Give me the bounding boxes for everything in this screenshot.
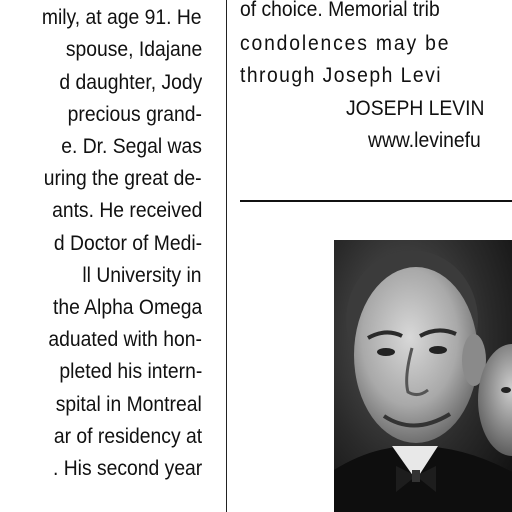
text-line: . His second year [52, 457, 202, 480]
text-line: condolences may be [240, 32, 451, 55]
text-line: pleted his intern- [59, 360, 202, 383]
text-line: aduated with hon- [48, 328, 202, 351]
text-line: d Doctor of Medi- [53, 232, 202, 255]
text-line: spouse, Idajane [65, 38, 202, 61]
funeral-home-name: JOSEPH LEVIN [346, 97, 485, 120]
text-line: mily, at age 91. He [42, 6, 202, 29]
text-line: through Joseph Levi [240, 64, 442, 87]
section-divider [240, 200, 512, 202]
text-line: ll University in [82, 264, 202, 287]
text-line: ar of residency at [53, 425, 202, 448]
text-line: the Alpha Omega [52, 296, 202, 319]
obituary-text-left-column [0, 0, 202, 512]
text-line: spital in Montreal [55, 393, 202, 416]
column-divider [226, 0, 227, 512]
text-line: uring the great de- [44, 167, 202, 190]
text-line: precious grand- [67, 103, 202, 126]
funeral-home-website: www.levinefu [368, 129, 481, 152]
text-line: of choice. Memorial trib [240, 0, 440, 21]
text-line: ants. He received [51, 199, 202, 222]
obituary-portrait-photo [334, 240, 512, 512]
text-line: e. Dr. Segal was [61, 135, 202, 158]
text-line: d daughter, Jody [59, 71, 202, 94]
